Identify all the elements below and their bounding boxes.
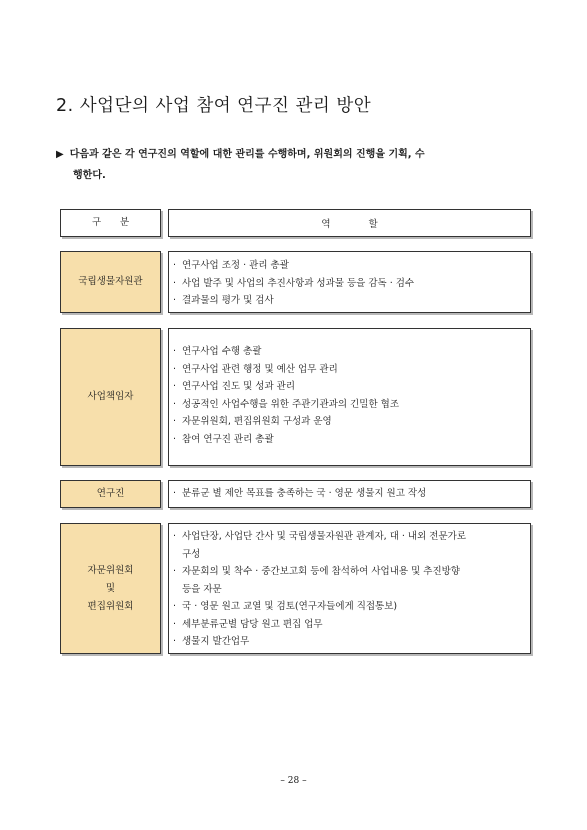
table-row-label: 자문위원회 및 편집위원회: [60, 523, 161, 654]
table-row-roles: [168, 523, 531, 654]
list-item: · 세부분류군별 담당 원고 편집 업무: [173, 618, 323, 630]
list-item: · 연구사업 수행 총괄: [173, 346, 262, 357]
list-item: · 연구사업 관련 행정 및 예산 업무 관리: [173, 363, 338, 375]
list-item: · 생물지 발간업무: [173, 636, 250, 647]
list-item: · 국 · 영문 원고 교열 및 검토(연구자들에게 직접통보): [173, 601, 398, 612]
table-row-roles: [168, 251, 531, 313]
list-item: · 분류군 별 제안 목표를 충족하는 국 · 영문 생물지 원고 작성: [173, 488, 427, 499]
list-item: · 자문위원회, 편집위원회 구성과 운영: [173, 416, 332, 427]
table-header-role: 역 할: [168, 209, 531, 237]
intro-line-1: 다음과 같은 각 연구진의 역할에 대한 관리를 수행하며, 위원회의 진행을 기획, 수: [69, 149, 425, 160]
list-item: · 성공적인 사업수행을 위한 주관기관과의 긴밀한 협조: [173, 398, 399, 410]
table-header-category: 구 분: [60, 209, 161, 237]
table-row-label: 국립생물자원관: [60, 251, 161, 313]
table-row-roles: [168, 328, 531, 466]
table-row-label: 사업책임자: [60, 328, 161, 466]
triangle-bullet-icon: ▶: [56, 149, 64, 160]
intro-paragraph: [56, 144, 536, 186]
table-row-roles: [168, 480, 531, 508]
list-item: · 사업 발주 및 사업의 추진사항과 성과물 등을 감독 · 검수: [173, 277, 415, 289]
section-title: 2. 사업단의 사업 참여 연구진 관리 방안: [56, 96, 372, 116]
intro-line-2: 행한다.: [73, 170, 106, 181]
list-item: · 결과물의 평가 및 검사: [173, 295, 274, 306]
list-item: · 연구사업 진도 및 성과 관리: [173, 381, 296, 392]
list-item: · 연구사업 조정 · 관리 총괄: [173, 260, 289, 271]
list-item: · 사업단장, 사업단 간사 및 국립생물자원관 관계자, 대 · 내외 전문가로 구성: [173, 531, 467, 560]
list-item: · 자문회의 및 착수 · 중간보고회 등에 참석하여 사업내용 및 추진방향 등을 자문: [173, 566, 460, 595]
list-item: · 참여 연구진 관리 총괄: [173, 433, 274, 445]
page-number: – 28 –: [280, 776, 307, 786]
table-row-label: 연구진: [60, 480, 161, 508]
